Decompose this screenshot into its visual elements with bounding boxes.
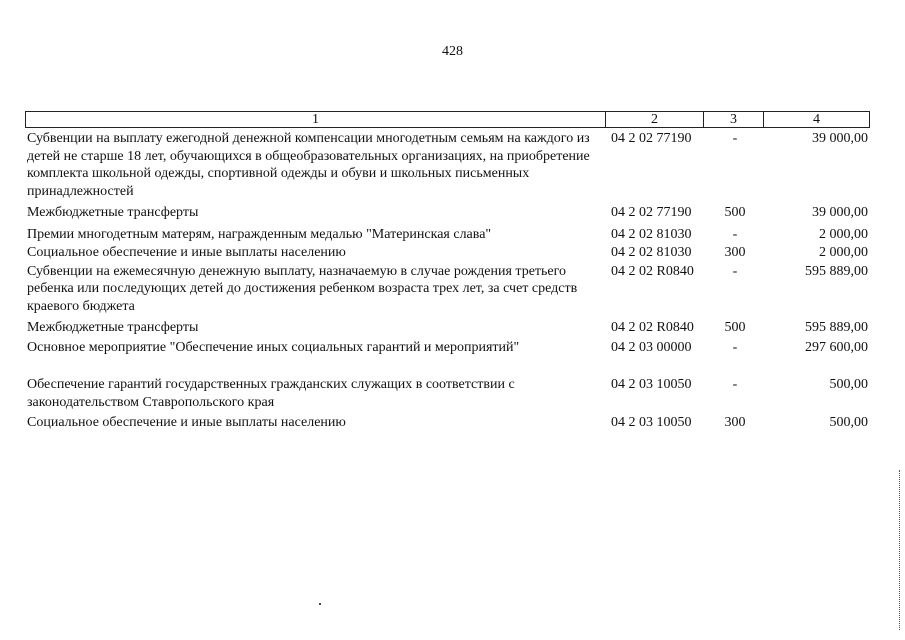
column-header-sum: 4 [813, 112, 820, 127]
row-name: Премии многодетным матерям, награжденным медалью "Материнская слава" [27, 226, 492, 242]
row-name: Социальное обеспечение и иные выплаты населению [27, 415, 346, 430]
page-number: 428 [442, 44, 463, 59]
row-name: Межбюджетные трансферты [27, 205, 199, 220]
row-code: 04 2 03 10050 [611, 415, 692, 430]
row-type: - [732, 377, 738, 392]
row-name: Субвенции на ежемесячную денежную выплату, назначаемую в случае рождения третьего ребенка или последующих детей до достижения ребенком возраста трех лет, за счет средств краевого бюджета [27, 263, 578, 314]
table-row [25, 244, 870, 262]
table-row [25, 263, 870, 316]
row-sum: 39 000,00 [812, 205, 868, 220]
table-row [25, 319, 870, 337]
table-row [25, 226, 870, 244]
row-type: - [732, 226, 738, 242]
row-type: - [732, 131, 738, 146]
row-name: Межбюджетные трансферты [27, 320, 199, 335]
row-code: 04 2 02 R0840 [611, 320, 694, 335]
row-code: 04 2 03 00000 [611, 339, 692, 355]
table-row [25, 204, 870, 222]
row-sum: 500,00 [829, 377, 868, 392]
row-code: 04 2 02 81030 [611, 226, 692, 242]
table-row [25, 339, 870, 357]
row-name: Основное мероприятие "Обеспечение иных социальных гарантий и мероприятий" [27, 339, 520, 355]
row-sum: 595 889,00 [805, 263, 868, 279]
column-header-name: 1 [26, 112, 606, 127]
table-row [25, 130, 870, 200]
table-row [25, 376, 870, 411]
column-header-code: 2 [606, 112, 704, 127]
row-type: 500 [724, 320, 746, 335]
row-type: - [732, 339, 738, 355]
table-body [25, 130, 870, 436]
row-type: 300 [724, 415, 746, 430]
column-header-type: 3 [704, 112, 764, 127]
row-sum: 39 000,00 [812, 131, 868, 146]
row-type: 300 [724, 245, 746, 260]
row-sum: 595 889,00 [805, 320, 868, 335]
row-type: - [732, 263, 738, 279]
row-code: 04 2 02 R0840 [611, 263, 694, 279]
row-name: Обеспечение гарантий государственных гражданских служащих в соответствии с законодательством Ставропольского края [27, 377, 515, 410]
row-sum: 2 000,00 [819, 245, 868, 260]
row-name: Субвенции на выплату ежегодной денежной компенсации многодетным семьям на каждого из детей не старше 18 лет, обучающихся в общеобразовательных организациях, на приобретение комплекта школьной одежды, спортивной одежды и обуви и школьных письменных принадлежностей [27, 131, 590, 199]
row-sum: 2 000,00 [819, 226, 868, 242]
row-type: 500 [724, 205, 746, 220]
table-header [25, 111, 870, 128]
row-code: 04 2 02 77190 [611, 131, 692, 146]
scan-edge-artifact [899, 470, 902, 630]
row-code: 04 2 02 81030 [611, 245, 692, 260]
row-sum: 297 600,00 [805, 339, 868, 355]
row-code: 04 2 02 77190 [611, 205, 692, 220]
row-code: 04 2 03 10050 [611, 377, 692, 392]
scan-speck-artifact [319, 603, 321, 605]
row-name: Социальное обеспечение и иные выплаты населению [27, 245, 346, 260]
table-row [25, 414, 870, 432]
row-sum: 500,00 [829, 415, 868, 430]
